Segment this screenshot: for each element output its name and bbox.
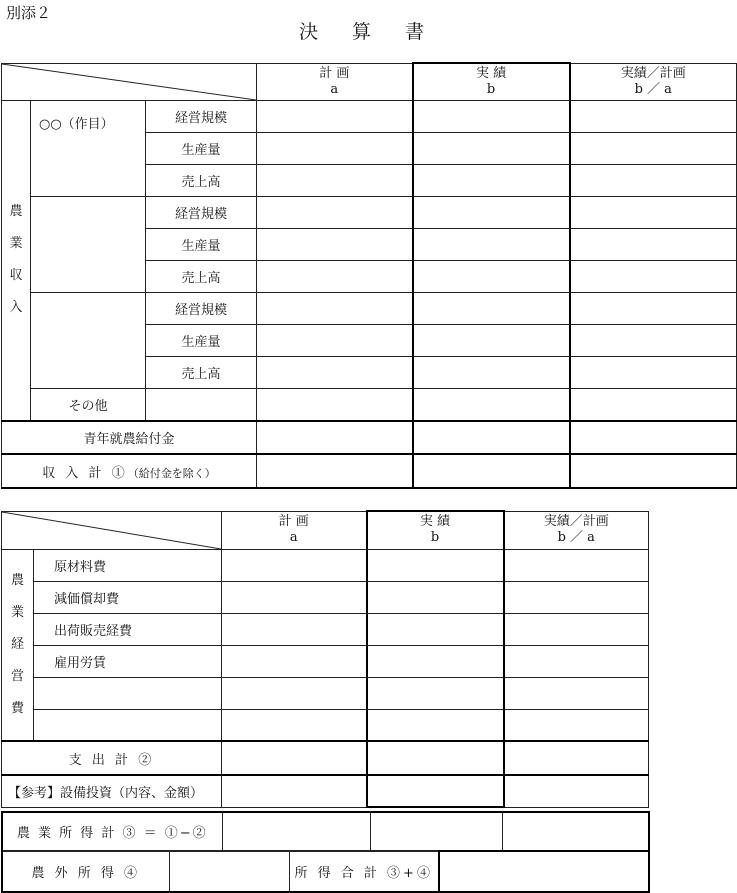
row-label: 経営規模 bbox=[146, 100, 257, 132]
header-corner bbox=[2, 63, 257, 100]
page-title: 決 算 書 bbox=[298, 21, 439, 43]
cell[interactable] bbox=[570, 132, 737, 164]
cell[interactable] bbox=[257, 164, 413, 196]
cell[interactable] bbox=[367, 645, 504, 677]
income-total-label: 収 入 計 ①（給付金を除く） bbox=[2, 454, 257, 488]
expense-item: 減価償却費 bbox=[34, 581, 222, 613]
cell[interactable] bbox=[570, 421, 737, 454]
cell[interactable] bbox=[504, 613, 649, 645]
section-farm-income: 農 業 収 入 bbox=[2, 100, 31, 421]
cell[interactable] bbox=[570, 324, 737, 356]
subsidy-label: 青年就農給付金 bbox=[2, 421, 257, 454]
cell[interactable] bbox=[257, 100, 413, 132]
attachment-label: 別添２ bbox=[6, 4, 52, 22]
row-label: 売上高 bbox=[146, 260, 257, 292]
col-plan: 計 画 a bbox=[222, 511, 367, 549]
cell[interactable] bbox=[413, 388, 570, 421]
cell[interactable] bbox=[367, 581, 504, 613]
cell[interactable] bbox=[504, 581, 649, 613]
cell[interactable] bbox=[257, 324, 413, 356]
cell[interactable] bbox=[367, 709, 504, 741]
cell[interactable] bbox=[570, 196, 737, 228]
cell[interactable] bbox=[570, 292, 737, 324]
crop-label: ○○（作目） bbox=[31, 100, 146, 196]
row-label: 売上高 bbox=[146, 356, 257, 388]
expense-item: 雇用労賃 bbox=[34, 645, 222, 677]
cell[interactable] bbox=[222, 645, 367, 677]
grand-total-label: 所 得 合 計 ③+④ bbox=[289, 851, 439, 892]
farm-income-summary bbox=[1, 811, 650, 851]
cell[interactable] bbox=[257, 454, 413, 488]
expense-item[interactable] bbox=[34, 677, 222, 709]
cell[interactable] bbox=[169, 851, 289, 892]
row-label: 生産量 bbox=[146, 228, 257, 260]
cell[interactable] bbox=[413, 260, 570, 292]
cell[interactable] bbox=[257, 292, 413, 324]
cell[interactable] bbox=[413, 454, 570, 488]
expense-item: 出荷販売経費 bbox=[34, 613, 222, 645]
cell[interactable] bbox=[222, 741, 367, 775]
cell[interactable] bbox=[413, 196, 570, 228]
cell[interactable] bbox=[413, 324, 570, 356]
cell[interactable] bbox=[222, 613, 367, 645]
cell[interactable] bbox=[222, 812, 370, 850]
col-plan: 計 画 a bbox=[257, 63, 413, 100]
cell[interactable] bbox=[413, 132, 570, 164]
cell[interactable] bbox=[413, 164, 570, 196]
section-farm-expenses: 農 業 経 営 費 bbox=[2, 549, 34, 741]
cell[interactable] bbox=[146, 388, 257, 421]
header-corner bbox=[2, 511, 222, 549]
crop-label-blank[interactable] bbox=[31, 196, 146, 292]
expense-item[interactable] bbox=[34, 709, 222, 741]
cell[interactable] bbox=[257, 356, 413, 388]
cell[interactable] bbox=[504, 549, 649, 581]
col-ratio: 実績／計画 b ／ a bbox=[504, 511, 649, 549]
cell[interactable] bbox=[222, 677, 367, 709]
col-actual: 実 績 b bbox=[367, 511, 504, 549]
row-label: 経営規模 bbox=[146, 196, 257, 228]
expense-table bbox=[1, 510, 649, 808]
cell[interactable] bbox=[257, 388, 413, 421]
reference-label: 【参考】設備投資（内容、金額） bbox=[2, 775, 222, 807]
cell[interactable] bbox=[257, 421, 413, 454]
row-label: 生産量 bbox=[146, 324, 257, 356]
grand-total-cell[interactable] bbox=[439, 851, 649, 892]
cell[interactable] bbox=[570, 454, 737, 488]
row-label: 売上高 bbox=[146, 164, 257, 196]
cell[interactable] bbox=[570, 356, 737, 388]
cell[interactable] bbox=[222, 709, 367, 741]
cell[interactable] bbox=[413, 100, 570, 132]
cell[interactable] bbox=[504, 775, 649, 807]
cell[interactable] bbox=[257, 228, 413, 260]
cell[interactable] bbox=[257, 132, 413, 164]
cell[interactable] bbox=[222, 581, 367, 613]
cell[interactable] bbox=[570, 260, 737, 292]
non-farm-income-label: 農 外 所 得 ④ bbox=[2, 851, 169, 892]
cell[interactable] bbox=[367, 549, 504, 581]
cell[interactable] bbox=[222, 549, 367, 581]
cell[interactable] bbox=[504, 741, 649, 775]
cell[interactable] bbox=[570, 100, 737, 132]
cell[interactable] bbox=[504, 677, 649, 709]
expense-item: 原材料費 bbox=[34, 549, 222, 581]
cell[interactable] bbox=[222, 775, 367, 807]
cell[interactable] bbox=[504, 709, 649, 741]
cell[interactable] bbox=[413, 421, 570, 454]
col-ratio: 実績／計画 b ／ a bbox=[570, 63, 737, 100]
cell[interactable] bbox=[257, 260, 413, 292]
crop-label-blank[interactable] bbox=[31, 292, 146, 388]
other-label: その他 bbox=[31, 388, 146, 421]
cell[interactable] bbox=[570, 388, 737, 421]
cell[interactable] bbox=[367, 741, 504, 775]
row-label: 経営規模 bbox=[146, 292, 257, 324]
cell[interactable] bbox=[504, 645, 649, 677]
row-label: 生産量 bbox=[146, 132, 257, 164]
cell[interactable] bbox=[367, 677, 504, 709]
cell[interactable] bbox=[370, 812, 502, 850]
cell[interactable] bbox=[502, 812, 649, 850]
cell[interactable] bbox=[367, 775, 504, 807]
grand-total-summary bbox=[1, 850, 650, 893]
cell[interactable] bbox=[570, 164, 737, 196]
cell[interactable] bbox=[570, 228, 737, 260]
farm-income-label: 農 業 所 得 計 ③ ＝ ①−② bbox=[2, 812, 222, 850]
col-actual: 実 績 b bbox=[413, 63, 570, 100]
cell[interactable] bbox=[367, 613, 504, 645]
cell[interactable] bbox=[413, 292, 570, 324]
cell[interactable] bbox=[413, 228, 570, 260]
cell[interactable] bbox=[413, 356, 570, 388]
expense-total-label: 支 出 計 ② bbox=[2, 741, 222, 775]
cell[interactable] bbox=[257, 196, 413, 228]
income-table bbox=[1, 62, 737, 489]
